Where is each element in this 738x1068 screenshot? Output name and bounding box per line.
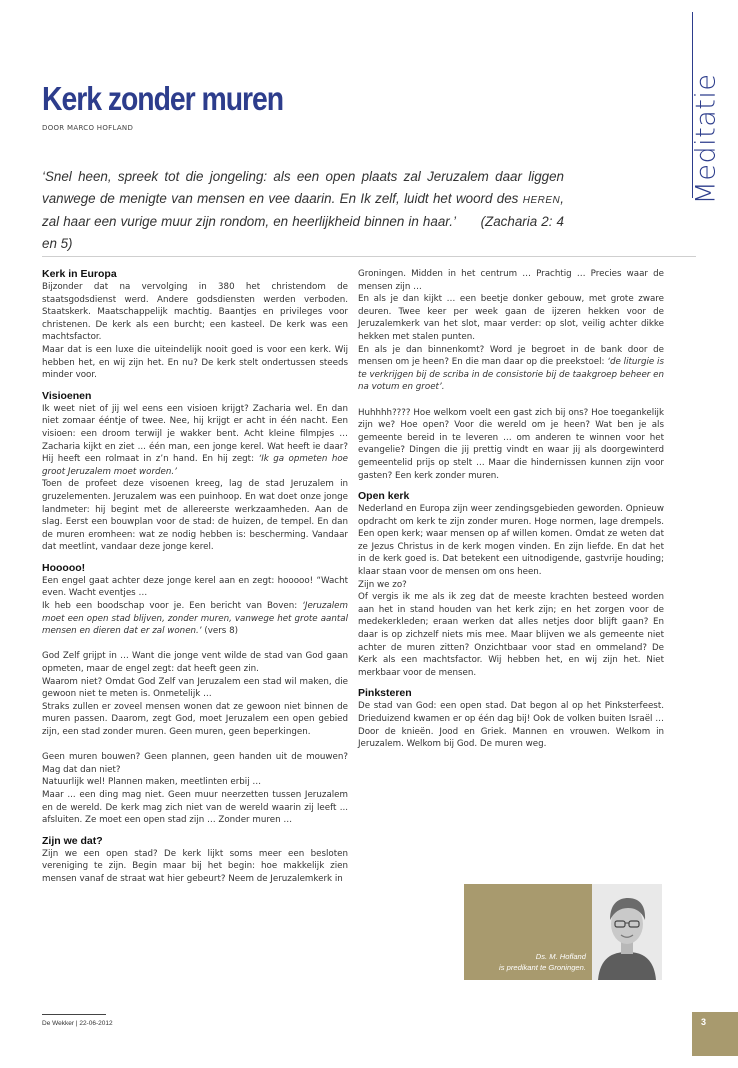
heading-visioenen: Visioenen [42, 389, 92, 402]
quote-heren: HEREN [522, 194, 561, 206]
heading-kerk-in-europa: Kerk in Europa [42, 268, 117, 280]
author-caption [464, 952, 586, 973]
byline-prefix: DOOR [42, 124, 65, 132]
portrait-illustration [592, 884, 662, 980]
author-caption-role: is predikant te Groningen. [499, 962, 586, 972]
paragraph: Geen muren bouwen? Geen plannen, geen handen uit de mouwen? Mag dat dan niet? [42, 752, 348, 775]
paragraph-text: Ik weet niet of jij wel eens een visioen krijgt? Zacharia wel. En dan niet zomaar ééntje of twee. Nee, hij krijgt er acht in één nacht. Een visioen: een droom terwijl je wakker bent. Acht kleine filmpjes … Zacharia kijkt en ziet ... één man, een jonge kerel. Wat heeft ie daar? Hij heeft een rolmaat in z’n hand. En hij zegt: [42, 403, 348, 465]
heading-pinksteren: Pinksteren [358, 687, 412, 700]
author-photo [592, 884, 662, 980]
footer-rule [42, 1014, 106, 1015]
paragraph: Bijzonder dat na vervolging in 380 het christendom de staatsgodsdienst werd. Andere godsdiensten werden verboden. Staatskerk. Maatschappelijk machtig. Baantjes en privileges voor christenen. De kerk als een burcht; een kasteel. De kerk was een machtsfactor. [42, 282, 348, 343]
page-number: 3 [701, 1017, 707, 1027]
paragraph: Natuurlijk wel! Plannen maken, meetlinten erbij … [42, 777, 262, 788]
paragraph: Groningen. Midden in het centrum … Prachtig … Precies waar de mensen zijn … [358, 269, 664, 292]
article-title: Kerk zonder muren [42, 80, 284, 117]
page-number-tab [692, 1012, 738, 1056]
heading-hooooo: Hooooo! [42, 561, 86, 574]
paragraph: Waarom niet? Omdat God Zelf van Jeruzalem een stad wil maken, die gewoon niet te meten is. Onmetelijk … [42, 676, 348, 700]
paragraph: Nederland en Europa zijn weer zendingsgebieden geworden. Opnieuw opdracht om kerk te zijn zonder muren. Hoge normen, lage drempels. Een open kerk; waar mensen op af willen komen. Omdat ze weten dat ze Jezus Christus in de kerk mogen vinden. En zijn liefde. En dat het in de kerk goed is. Dat betekent een uitnodigende, gastvrije houding; klaar staan voor de mensen om ons heen. [358, 504, 664, 578]
quote-reference: (Zacharia 2: 4 en 5) [42, 214, 564, 251]
paragraph [42, 600, 348, 638]
paragraph: Een engel gaat achter deze jonge kerel aan en zegt: hooooo! “Wacht even. Wacht eventjes … [42, 575, 348, 599]
paragraph: Toen de profeet deze visoenen kreeg, lag de stad Jeruzalem in gruzelementen. Jeruzalem was een puinhoop. En wat doet onze jonge landmeter: hij begint met de allereerste werkzaamheden. Aan de slag. Eerst een bouwplan voor de stad: de huizen, de tempel. En dan de muren eromheen: wat ze nodig hebben is: bescherming. Vandaar dat meetlint, vandaar deze jonge kerel. [42, 479, 348, 553]
paragraph: Maar dat is een luxe die uiteindelijk nooit goed is voor een kerk. Wij hebben het, en wij zijn het. En nu? De kerk stelt ondertussen steeds minder voor. [42, 344, 348, 381]
paragraph-text: En als je dan binnenkomt? Word je begroet in de bank door de mensen om je heen? En die man daar op die preekstoel: [358, 344, 664, 368]
paragraph-quote: ‘Jeruzalem moet een open stad blijven, zonder muren, vanwege het grote aantal mensen en dieren dat er zal wonen.’ [42, 601, 348, 637]
opening-quote [42, 166, 564, 254]
column-right [358, 268, 664, 751]
paragraph: En als je dan kijkt … een beetje donker gebouw, met grote zware deuren. Twee keer per week gaan de ijzeren hekken voor de Jeruzalemkerk van het slot, maar verder: op slot, veilig achter dikke hekken met stalen punten. [358, 294, 664, 342]
header-divider [42, 256, 696, 257]
quote-text-before: ‘Snel heen, spreek tot die jongeling: als een open plaats zal Jeruzalem daar liggen vanwege de menigte van mensen en vee daarin. En Ik zelf, luidt het woord des [42, 169, 564, 206]
paragraph: God Zelf grijpt in … Want die jonge vent wilde de stad van God gaan opmeten, maar de engel zegt: dat heeft geen zin. [42, 651, 348, 675]
footer-text: De Wekker | 22-06-2012 [42, 1020, 113, 1027]
section-label [676, 73, 736, 205]
paragraph: Zijn we een open stad? De kerk lijkt soms meer een besloten vereniging te zijn. Begin maar bij het begin: hoe makkelijk zien mensen vanaf de straat wat hier gebeurt? Neem de Jeruzalemkerk in [42, 848, 348, 884]
heading-open-kerk: Open kerk [358, 490, 410, 503]
paragraph: Straks zullen er zoveel mensen wonen dat ze gewoon niet binnen de muren passen. Daarom, zegt God, moet Jeruzalem een open gebied zijn, een stad zonder muren. Geen muren, geen beperkingen. [42, 701, 348, 737]
paragraph [358, 344, 664, 394]
paragraph: Of vergis ik me als ik zeg dat de meeste krachten besteed worden aan het in stand houden van het kerk zijn; en het zorgen voor de medekerkleden; eraan werken dat alles netjes door blijft gaan? En daar is op zichzelf niets mis mee. Maar blijven we als gemeente niet achter de muren zitten? Onzichtbaar voor stad en ommeland? De Kerk als een machtsfactor. Wij hebben het, en wij zijn het. Niet merkbaar voor de mensen. [358, 592, 664, 678]
quote-text-after: , zal haar een vurige muur zijn rondom, en heerlijkheid binnen in haar.’ [42, 190, 564, 229]
paragraph-text: Ik heb een boodschap voor je. Een bericht van Boven: [42, 601, 303, 612]
column-left [42, 268, 348, 886]
paragraph [42, 403, 348, 479]
paragraph: Maar ... een ding mag niet. Geen muur neerzetten tussen Jeruzalem en de wereld. De kerk mag zich niet van de wereld waarin zij leeft ... afsluiten. Ze moet een open stad zijn … Zonder muren … [42, 789, 348, 826]
paragraph: De stad van God: een open stad. Dat begon al op het Pinksterfeest. Drieduizend kwamen er op één dag bij! Ook de volken buiten Israël … Door de knieën. Jood en Griek. Mannen en vrouwen. Welkom in Jeruzalem. Welkom bij God. De muren weg. [358, 701, 664, 750]
heading-zijn-we-dat: Zijn we dat? [42, 834, 103, 847]
section-label-text: Meditatie [690, 73, 722, 205]
paragraph-reference: (vers 8) [201, 626, 238, 637]
paragraph-quote: ‘Ik ga opmeten hoe groot Jeruzalem moet worden.’ [42, 454, 348, 477]
paragraph: Huhhhh???? Hoe welkom voelt een gast zich bij ons? Hoe toegankelijk zijn we? Hoe open? Voor die wereld om je heen? Wat ben je als gemeente bereid in te leveren … om anderen te winnen voor het evangelie? Dingen die jij prettig vindt en waar jij als doorgewinterd gemeentelid prijs op stelt … Maar die hindernissen kunnen zijn voor gasten? Een kerk zonder muren. [358, 407, 664, 481]
paragraph-quote: ‘de liturgie is te verkrijgen bij de scriba in de consistorie bij de taakgroep beheer en na votum en groet’. [358, 357, 664, 393]
byline [42, 124, 133, 132]
byline-author: MARCO HOFLAND [67, 124, 134, 132]
author-caption-name: Ds. M. Hofland [535, 952, 586, 961]
paragraph: Zijn we zo? [358, 579, 407, 590]
